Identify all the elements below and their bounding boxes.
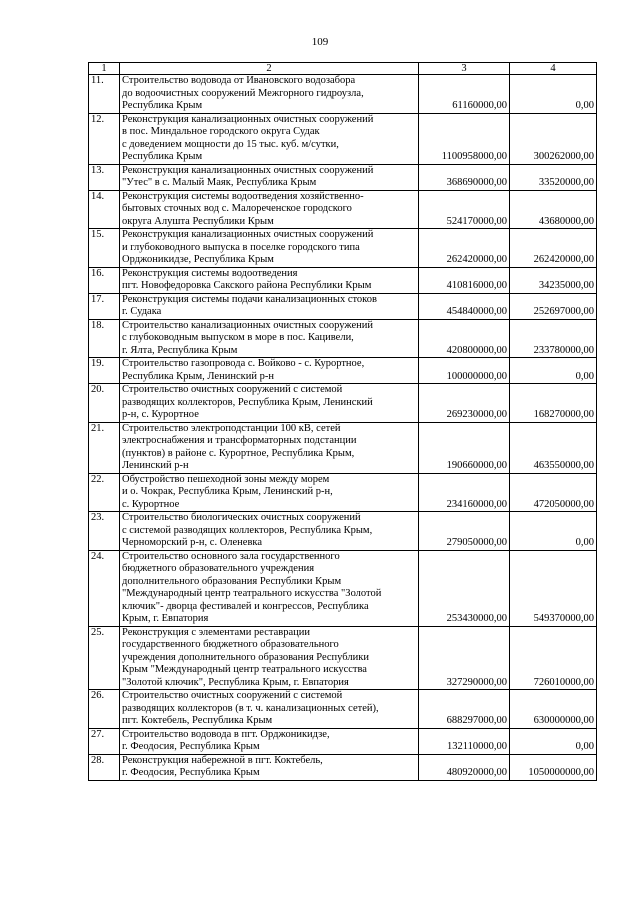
table-row xyxy=(89,422,597,473)
project-name-line: Реконструкция канализационных очистных сооружений xyxy=(122,113,374,125)
project-name-line: Реконструкция системы водоотведения хозяйственно- xyxy=(122,190,364,202)
amount-col-3: 100000000,00 xyxy=(419,358,510,384)
project-name-line: разводящих коллекторов, Республика Крым, Ленинский xyxy=(122,396,373,408)
project-name xyxy=(120,473,419,512)
amount-col-4: 472050000,00 xyxy=(510,473,597,512)
row-number: 19. xyxy=(89,358,120,384)
project-name-line: г. Феодосия, Республика Крым xyxy=(122,767,260,778)
project-name-line: Строительство основного зала государственного xyxy=(122,550,340,562)
project-name-line: в пос. Миндальное городского округа Судак xyxy=(122,126,320,137)
project-name-line: Республика Крым xyxy=(122,151,203,162)
project-name-line: "Международный центр театрального искусства "Золотой xyxy=(122,588,382,599)
project-name xyxy=(120,293,419,319)
project-name-line: г. Феодосия, Республика Крым xyxy=(122,741,260,752)
row-number: 22. xyxy=(89,473,120,512)
amount-col-4: 168270000,00 xyxy=(510,384,597,423)
project-name-line: г. Ялта, Республика Крым xyxy=(122,344,238,356)
amount-col-3: 524170000,00 xyxy=(419,190,510,229)
project-name-line: и глубоководного выпуска в поселке городского типа xyxy=(122,241,360,253)
amount-col-3: 368690000,00 xyxy=(419,164,510,190)
amount-col-4: 0,00 xyxy=(510,512,597,551)
row-number: 17. xyxy=(89,293,120,319)
amount-col-4: 233780000,00 xyxy=(510,319,597,358)
project-name-line: Реконструкция набережной в пгт. Коктебель, xyxy=(122,754,323,766)
project-name-line: Реконструкция системы водоотведения xyxy=(122,267,298,279)
project-name xyxy=(120,728,419,754)
amount-col-4: 252697000,00 xyxy=(510,293,597,319)
table-header-row xyxy=(89,63,597,75)
project-name-line: Республика Крым xyxy=(122,100,203,111)
amount-col-3: 454840000,00 xyxy=(419,293,510,319)
project-name-line: до водоочистных сооружений Межгорного гидроузла, xyxy=(122,87,364,99)
amount-col-3: 269230000,00 xyxy=(419,384,510,423)
header-col-3: 3 xyxy=(419,63,510,75)
table-row xyxy=(89,473,597,512)
table-row xyxy=(89,550,597,626)
project-name-line: Реконструкция системы подачи канализационных стоков xyxy=(122,293,377,305)
amount-col-3: 262420000,00 xyxy=(419,229,510,268)
row-number: 26. xyxy=(89,690,120,729)
row-number: 20. xyxy=(89,384,120,423)
project-name-line: (пунктов) в районе с. Курортное, Республика Крым, xyxy=(122,447,355,459)
table-row xyxy=(89,190,597,229)
amount-col-4: 34235000,00 xyxy=(510,267,597,293)
amount-col-4: 463550000,00 xyxy=(510,422,597,473)
project-name-line: Строительство газопровода с. Войково - с. Курортное, xyxy=(122,358,365,369)
row-number: 27. xyxy=(89,728,120,754)
project-name-line: пгт. Коктебель, Республика Крым xyxy=(122,715,273,726)
row-number: 14. xyxy=(89,190,120,229)
project-name xyxy=(120,113,419,164)
amount-col-4: 262420000,00 xyxy=(510,229,597,268)
project-name xyxy=(120,190,419,229)
amount-col-4: 630000000,00 xyxy=(510,690,597,729)
project-name-line: электроснабжения и трансформаторных подстанции xyxy=(122,435,357,446)
row-number: 25. xyxy=(89,626,120,690)
project-name-line: с системой разводящих коллекторов, Республика Крым, xyxy=(122,524,373,536)
table-row xyxy=(89,754,597,780)
project-name-line: Реконструкция канализационных очистных сооружений xyxy=(122,229,374,240)
table-row xyxy=(89,728,597,754)
project-name xyxy=(120,550,419,626)
project-name-line: Строительство биологических очистных сооружений xyxy=(122,512,361,523)
project-name xyxy=(120,229,419,268)
table-row xyxy=(89,75,597,114)
project-name-line: Орджоникидзе, Республика Крым xyxy=(122,254,274,265)
amount-col-3: 253430000,00 xyxy=(419,550,510,626)
project-name-line: ключик"- дворца фестивалей и конгрессов, Республика xyxy=(122,600,369,612)
project-name-line: Строительство электроподстанции 100 кВ, сетей xyxy=(122,422,341,434)
header-col-2: 2 xyxy=(120,63,419,75)
project-name xyxy=(120,422,419,473)
amount-col-4: 0,00 xyxy=(510,75,597,114)
project-name xyxy=(120,319,419,358)
amount-col-4: 726010000,00 xyxy=(510,626,597,690)
project-name-line: округа Алушта Республики Крым xyxy=(122,215,274,227)
project-name xyxy=(120,358,419,384)
amount-col-3: 327290000,00 xyxy=(419,626,510,690)
project-name-line: р-н, с. Курортное xyxy=(122,409,199,420)
row-number: 13. xyxy=(89,164,120,190)
header-col-4: 4 xyxy=(510,63,597,75)
project-name xyxy=(120,164,419,190)
row-number: 11. xyxy=(89,75,120,114)
amount-col-4: 549370000,00 xyxy=(510,550,597,626)
project-name-line: и о. Чокрак, Республика Крым, Ленинский р-н, xyxy=(122,486,333,497)
amount-col-3: 1100958000,00 xyxy=(419,113,510,164)
project-name-line: Обустройство пешеходной зоны между морем xyxy=(122,473,330,485)
table-row xyxy=(89,358,597,384)
table-row xyxy=(89,512,597,551)
project-name-line: государственного бюджетного образовательного xyxy=(122,639,339,650)
table-row xyxy=(89,626,597,690)
project-name-line: дополнительного образования Республики Крым xyxy=(122,575,342,587)
project-name-line: "Утес" в с. Малый Маяк, Республика Крым xyxy=(122,177,317,188)
project-name-line: Крым "Международный центр театрального искусства xyxy=(122,664,367,675)
project-name-line: учреждения дополнительного образования Республики xyxy=(122,651,369,663)
row-number: 15. xyxy=(89,229,120,268)
table-row xyxy=(89,690,597,729)
table-row xyxy=(89,319,597,358)
amount-col-3: 420800000,00 xyxy=(419,319,510,358)
amount-col-3: 190660000,00 xyxy=(419,422,510,473)
amount-col-4: 0,00 xyxy=(510,358,597,384)
project-name-line: г. Судака xyxy=(122,306,162,317)
amount-col-4: 0,00 xyxy=(510,728,597,754)
row-number: 18. xyxy=(89,319,120,358)
project-name-line: Строительство очистных сооружений с системой xyxy=(122,690,343,701)
amount-col-4: 1050000000,00 xyxy=(510,754,597,780)
row-number: 24. xyxy=(89,550,120,626)
amount-col-4: 300262000,00 xyxy=(510,113,597,164)
project-name xyxy=(120,754,419,780)
table-row xyxy=(89,293,597,319)
project-name-line: пгт. Новофедоровка Сакского района Республики Крым xyxy=(122,280,372,291)
project-name-line: с доведением мощности до 15 тыс. куб. м/сутки, xyxy=(122,138,339,150)
table-row xyxy=(89,384,597,423)
header-col-1: 1 xyxy=(89,63,120,75)
projects-table xyxy=(88,62,597,781)
amount-col-3: 132110000,00 xyxy=(419,728,510,754)
row-number: 23. xyxy=(89,512,120,551)
amount-col-3: 234160000,00 xyxy=(419,473,510,512)
project-name xyxy=(120,512,419,551)
project-name-line: Республика Крым, Ленинский р-н xyxy=(122,370,274,382)
amount-col-3: 480920000,00 xyxy=(419,754,510,780)
project-name-line: с глубоководным выпуском в море в пос. Кацивели, xyxy=(122,332,354,343)
project-name xyxy=(120,75,419,114)
row-number: 28. xyxy=(89,754,120,780)
project-name-line: "Золотой ключик", Республика Крым, г. Евпатория xyxy=(122,676,349,688)
project-name-line: Строительство водовода от Ивановского водозабора xyxy=(122,75,356,86)
project-name xyxy=(120,267,419,293)
project-name-line: бюджетного образовательного учреждения xyxy=(122,563,315,574)
project-name-line: с. Курортное xyxy=(122,498,180,510)
amount-col-3: 410816000,00 xyxy=(419,267,510,293)
project-name-line: Черноморский р-н, с. Оленевка xyxy=(122,537,263,548)
table-row xyxy=(89,267,597,293)
row-number: 21. xyxy=(89,422,120,473)
amount-col-4: 43680000,00 xyxy=(510,190,597,229)
amount-col-3: 61160000,00 xyxy=(419,75,510,114)
amount-col-3: 279050000,00 xyxy=(419,512,510,551)
row-number: 16. xyxy=(89,267,120,293)
table-row xyxy=(89,229,597,268)
amount-col-4: 33520000,00 xyxy=(510,164,597,190)
project-name xyxy=(120,690,419,729)
project-name-line: Строительство канализационных очистных сооружений xyxy=(122,319,373,331)
project-name-line: Строительство водовода в пгт. Орджоникидзе, xyxy=(122,728,330,740)
project-name-line: разводящих коллекторов (в т. ч. канализационных сетей), xyxy=(122,702,379,714)
project-name-line: Крым, г. Евпатория xyxy=(122,613,209,624)
table-row xyxy=(89,113,597,164)
project-name-line: бытовых сточных вод с. Малореченское городского xyxy=(122,203,352,214)
page-number: 109 xyxy=(311,36,329,48)
project-name-line: Ленинский р-н xyxy=(122,460,189,471)
project-name-line: Реконструкция с элементами реставрации xyxy=(122,626,310,638)
project-name xyxy=(120,626,419,690)
row-number: 12. xyxy=(89,113,120,164)
amount-col-3: 688297000,00 xyxy=(419,690,510,729)
project-name-line: Строительство очистных сооружений с системой xyxy=(122,384,343,395)
table-row xyxy=(89,164,597,190)
project-name-line: Реконструкция канализационных очистных сооружений xyxy=(122,164,374,176)
project-name xyxy=(120,384,419,423)
